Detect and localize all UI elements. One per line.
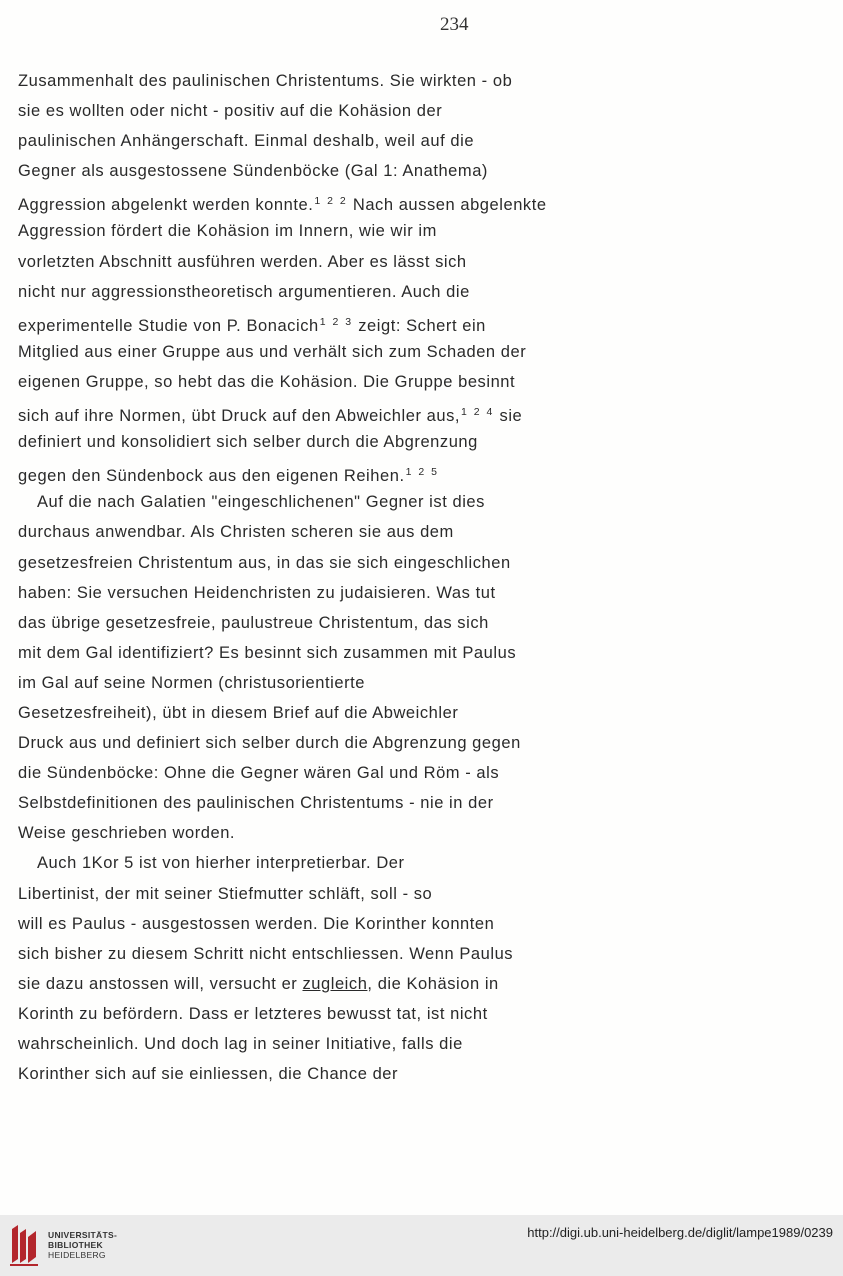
text-line xyxy=(18,728,578,758)
page-number: 234 xyxy=(440,14,469,35)
line-text: durchaus anwendbar. Als Christen scheren sie aus dem xyxy=(18,523,454,542)
text-line xyxy=(18,909,578,939)
text-line xyxy=(18,848,578,878)
text-line xyxy=(18,96,578,126)
text-line xyxy=(18,638,578,668)
line-text: wahrscheinlich. Und doch lag in seiner Initiative, falls die xyxy=(18,1035,463,1053)
text-line xyxy=(18,186,578,216)
text-line xyxy=(18,668,578,698)
permalink-url[interactable]: http://digi.ub.uni-heidelberg.de/diglit/lampe1989/0239 xyxy=(527,1225,833,1240)
text-line xyxy=(18,517,578,547)
line-text: definiert und konsolidiert sich selber durch die Abgrenzung xyxy=(18,433,478,452)
line-text: Zusammenhalt des paulinischen Christentums. Sie wirkten - ob xyxy=(18,72,513,90)
line-text: Korinth zu befördern. Dass er letzteres bewusst tat, ist nicht xyxy=(18,1004,488,1023)
text-line xyxy=(18,337,578,367)
line-text: Libertinist, der mit seiner Stiefmutter schläft, soll - so xyxy=(18,884,433,903)
text-line xyxy=(18,999,578,1029)
body-text xyxy=(18,66,578,1089)
heidelberg-library-logo-icon[interactable] xyxy=(8,1223,42,1267)
text-line xyxy=(18,457,578,487)
line-text-after: sie xyxy=(494,407,523,426)
text-line xyxy=(18,758,578,788)
text-line xyxy=(18,1059,578,1089)
text-line xyxy=(18,247,578,277)
line-text: im Gal auf seine Normen (christusorientierte xyxy=(18,673,365,692)
library-name-line-2: BIBLIOTHEK xyxy=(48,1240,103,1250)
text-line xyxy=(18,879,578,909)
text-line xyxy=(18,367,578,397)
line-text: Aggression abgelenkt werden konnte. xyxy=(18,196,314,215)
footnote-marker[interactable]: 1 2 3 xyxy=(319,315,354,328)
text-line xyxy=(18,277,578,307)
text-line xyxy=(18,66,578,96)
line-text: Aggression fördert die Kohäsion im Innern, wie wir im xyxy=(18,222,437,241)
line-text: paulinischen Anhängerschaft. Einmal deshalb, weil auf die xyxy=(18,132,475,151)
library-name-line-1: UNIVERSITÄTS- xyxy=(48,1230,118,1240)
line-text: Weise geschrieben worden. xyxy=(18,824,236,843)
line-text: Auch 1Kor 5 ist von hierher interpretierbar. Der xyxy=(37,854,405,873)
library-name xyxy=(48,1230,117,1260)
line-text-after: , die Kohäsion in xyxy=(367,974,499,993)
line-text: Gegner als ausgestossene Sündenböcke (Gal 1: Anathema) xyxy=(18,162,488,181)
line-text: Korinther sich auf sie einliessen, die Chance der xyxy=(18,1065,399,1084)
line-text: Mitglied aus einer Gruppe aus und verhält sich zum Schaden der xyxy=(18,342,527,361)
text-line xyxy=(18,788,578,818)
text-line xyxy=(18,1029,578,1059)
text-line xyxy=(18,427,578,457)
text-line xyxy=(18,608,578,638)
line-text: vorletzten Abschnitt ausführen werden. Aber es lässt sich xyxy=(18,252,467,271)
line-text: sich bisher zu diesem Schritt nicht entschliessen. Wenn Paulus xyxy=(18,944,514,963)
line-text: Auf die nach Galatien "eingeschlichenen" Gegner ist dies xyxy=(37,493,485,512)
line-text: Druck aus und definiert sich selber durch die Abgrenzung gegen xyxy=(18,734,521,753)
text-line xyxy=(18,126,578,156)
line-text: Selbstdefinitionen des paulinischen Christentums - nie in der xyxy=(18,794,494,813)
text-line xyxy=(18,939,578,969)
library-name-line-3: HEIDELBERG xyxy=(48,1250,106,1260)
text-line xyxy=(18,307,578,337)
text-line xyxy=(18,397,578,427)
line-text-after: Nach aussen abgelenkte xyxy=(347,196,547,215)
line-text-after: zeigt: Schert ein xyxy=(353,316,486,335)
text-line xyxy=(18,216,578,246)
footnote-marker[interactable]: 1 2 5 xyxy=(405,466,439,479)
text-line xyxy=(18,578,578,608)
text-line xyxy=(18,969,578,999)
line-text: Gesetzesfreiheit), übt in diesem Brief auf die Abweichler xyxy=(18,703,459,722)
line-text: das übrige gesetzesfreie, paulustreue Christentum, das sich xyxy=(18,613,489,632)
text-line xyxy=(18,548,578,578)
line-text: nicht nur aggressionstheoretisch argumentieren. Auch die xyxy=(18,282,470,301)
footnote-marker[interactable]: 1 2 2 xyxy=(314,195,348,208)
line-text: sie dazu anstossen will, versucht er xyxy=(18,974,303,993)
line-text: haben: Sie versuchen Heidenchristen zu judaisieren. Was tut xyxy=(18,583,496,602)
line-text: experimentelle Studie von P. Bonacich xyxy=(18,316,319,335)
line-text: eigenen Gruppe, so hebt das die Kohäsion. Die Gruppe besinnt xyxy=(18,372,516,391)
line-text: will es Paulus - ausgestossen werden. Die Korinther konnten xyxy=(18,914,495,933)
text-line xyxy=(18,156,578,186)
text-line xyxy=(18,487,578,517)
text-line xyxy=(18,698,578,728)
line-text: die Sündenböcke: Ohne die Gegner wären Gal und Röm - als xyxy=(18,764,500,783)
line-text: gegen den Sündenbock aus den eigenen Reihen. xyxy=(18,467,405,486)
line-text: mit dem Gal identifiziert? Es besinnt sich zusammen mit Paulus xyxy=(18,643,517,662)
footnote-marker[interactable]: 1 2 4 xyxy=(461,406,495,419)
text-line xyxy=(18,818,578,848)
line-text: sich auf ihre Normen, übt Druck auf den Abweichler aus, xyxy=(18,407,461,426)
underlined-word: zugleich xyxy=(302,974,368,993)
line-text: gesetzesfreien Christentum aus, in das sie sich eingeschlichen xyxy=(18,553,511,572)
line-text: sie es wollten oder nicht - positiv auf die Kohäsion der xyxy=(18,102,443,121)
viewer-footer xyxy=(0,1215,843,1276)
